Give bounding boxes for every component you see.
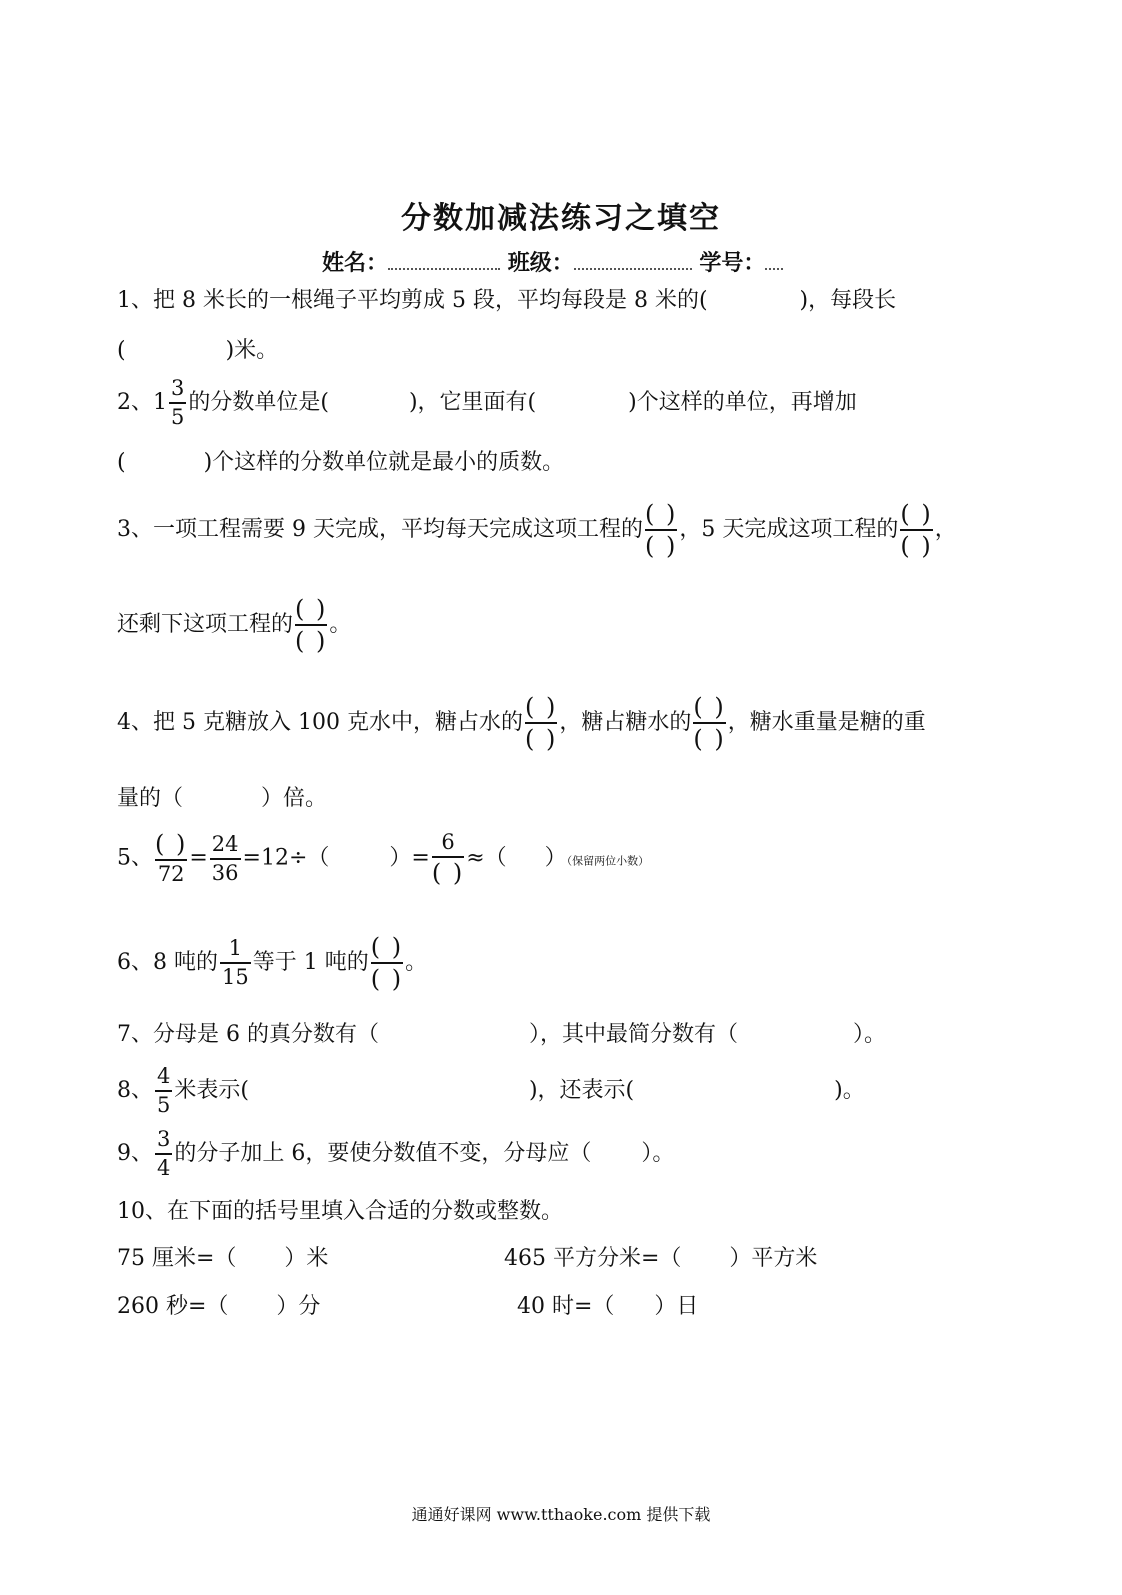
question-3-line-1 — [117, 502, 957, 558]
q4-text-d: 量的（ — [117, 786, 184, 811]
q6-blank-fraction[interactable]: $\frac{( )}{( )}$ — [370, 933, 404, 993]
q9-fraction: $\frac{3}{4}$ — [157, 1127, 171, 1180]
number-label: 学号： — [699, 251, 766, 276]
question-9-line — [117, 1129, 674, 1179]
q9-prefix: 9、 — [117, 1141, 153, 1166]
q2-whole: 1 — [153, 390, 167, 415]
q6-text-c: 。 — [405, 950, 428, 975]
class-field[interactable] — [574, 254, 692, 270]
q10-item-3: 260 秒=（ ）分 — [117, 1294, 321, 1319]
class-label: 班级： — [507, 251, 574, 276]
q8-prefix: 8、 — [117, 1078, 153, 1103]
q3-text-e: 。 — [329, 612, 352, 637]
question-5-line — [117, 832, 649, 885]
q2-text-e: )个这样的分数单位就是最小的质数。 — [203, 450, 565, 475]
q5-end: ） — [544, 845, 567, 871]
q4-blank-fraction-1[interactable]: $\frac{( )}{( )}$ — [524, 693, 558, 753]
q1-text-d: )米。 — [225, 338, 279, 363]
q2-text-b: )，它里面有( — [408, 390, 537, 415]
question-10-title: 10、在下面的括号里填入合适的分数或整数。 — [117, 1199, 563, 1224]
q5-mid: =12÷（ — [242, 845, 330, 871]
q5-fraction-1[interactable]: $\frac{( )}{72}$ — [155, 830, 188, 886]
question-4-line-1 — [117, 695, 926, 751]
question-7-line — [117, 1022, 886, 1048]
q4-text-b: ，糖占糖水的 — [559, 710, 692, 735]
q6-text-a: 6、8 吨的 — [117, 950, 218, 975]
q5-note: （保留两位小数） — [566, 854, 650, 868]
q4-text-c: ，糖水重量是糖的重 — [727, 710, 926, 735]
q6-text-b: 等于 1 吨的 — [252, 950, 369, 975]
q10-item-4: 40 时=（ ）日 — [517, 1294, 699, 1319]
q1-text-a: 1、把 8 米长的一根绳子平均剪成 5 段，平均每段是 8 米的( — [117, 288, 708, 313]
q7-text-b: ），其中最简分数有（ — [528, 1022, 738, 1047]
q3-text-c: ， — [934, 517, 957, 542]
q4-text-a: 4、把 5 克糖放入 100 克水中，糖占水的 — [117, 710, 523, 735]
q9-text-b: ）。 — [641, 1141, 675, 1166]
q7-text-a: 7、分母是 6 的真分数有（ — [117, 1022, 379, 1047]
q6-fraction: $\frac{1}{15}$ — [222, 936, 249, 989]
q8-text-c: )。 — [834, 1078, 865, 1103]
name-field[interactable] — [388, 254, 500, 270]
q5-fraction-3[interactable]: $\frac{6}{( )}$ — [431, 830, 465, 887]
q3-text-d: 还剩下这项工程的 — [117, 612, 294, 637]
q3-text-b: ，5 天完成这项工程的 — [679, 517, 899, 542]
q5-den1: 72 — [157, 862, 185, 886]
q7-text-c: ）。 — [853, 1022, 887, 1047]
q2-text-c: )个这样的单位，再增加 — [628, 390, 857, 415]
q1-text-b: )，每段长 — [799, 288, 897, 313]
q5-close: ）= — [389, 845, 430, 871]
q9-text-a: 的分子加上 6，要使分数值不变，分母应（ — [174, 1141, 592, 1166]
q3-blank-fraction-1[interactable]: $\frac{( )}{( )}$ — [644, 500, 678, 560]
question-1-line-1 — [117, 288, 896, 314]
q5-approx: ≈（ — [466, 845, 507, 871]
q2-denominator: 5 — [171, 405, 185, 429]
q3-text-a: 3、一项工程需要 9 天完成，平均每天完成这项工程的 — [117, 517, 643, 542]
q2-text-a: 的分数单位是( — [188, 390, 329, 415]
q10-item-2: 465 平方分米=（ ）平方米 — [504, 1246, 818, 1271]
question-1-line-2 — [117, 338, 278, 364]
question-2-line-2 — [117, 450, 564, 476]
q5-prefix: 5、 — [117, 845, 153, 871]
question-6-line — [117, 935, 427, 991]
q5-fraction-2: $\frac{24}{36}$ — [211, 831, 239, 885]
q2-text-d: ( — [117, 450, 126, 475]
student-info-row — [322, 246, 783, 277]
question-2-line-1 — [117, 378, 857, 428]
q4-text-e: ）倍。 — [261, 786, 328, 811]
footer-source: 通通好课网 www.tthaoke.com 提供下载 — [411, 1505, 711, 1524]
q3-blank-fraction-2[interactable]: $\frac{( )}{( )}$ — [900, 500, 933, 560]
q8-text-b: )，还表示( — [528, 1078, 635, 1103]
number-field[interactable] — [765, 254, 783, 270]
q1-text-c: ( — [117, 338, 126, 363]
q8-fraction: $\frac{4}{5}$ — [157, 1064, 171, 1117]
question-3-line-2 — [117, 597, 351, 653]
question-4-line-2 — [117, 786, 327, 812]
q2-fraction — [169, 378, 186, 428]
q5-eq1: = — [189, 845, 208, 871]
page-title: 分数加减法练习之填空 — [401, 201, 721, 236]
name-label: 姓名： — [322, 251, 389, 276]
question-8-line — [117, 1066, 865, 1116]
q3-blank-fraction-3[interactable]: $\frac{( )}{( )}$ — [295, 595, 328, 655]
q8-text-a: 米表示( — [174, 1078, 249, 1103]
q2-prefix: 2、 — [117, 390, 153, 415]
q4-blank-fraction-2[interactable]: $\frac{( )}{( )}$ — [693, 693, 726, 753]
q10-item-1: 75 厘米=（ ）米 — [117, 1246, 329, 1271]
q2-numerator: 3 — [171, 376, 185, 400]
